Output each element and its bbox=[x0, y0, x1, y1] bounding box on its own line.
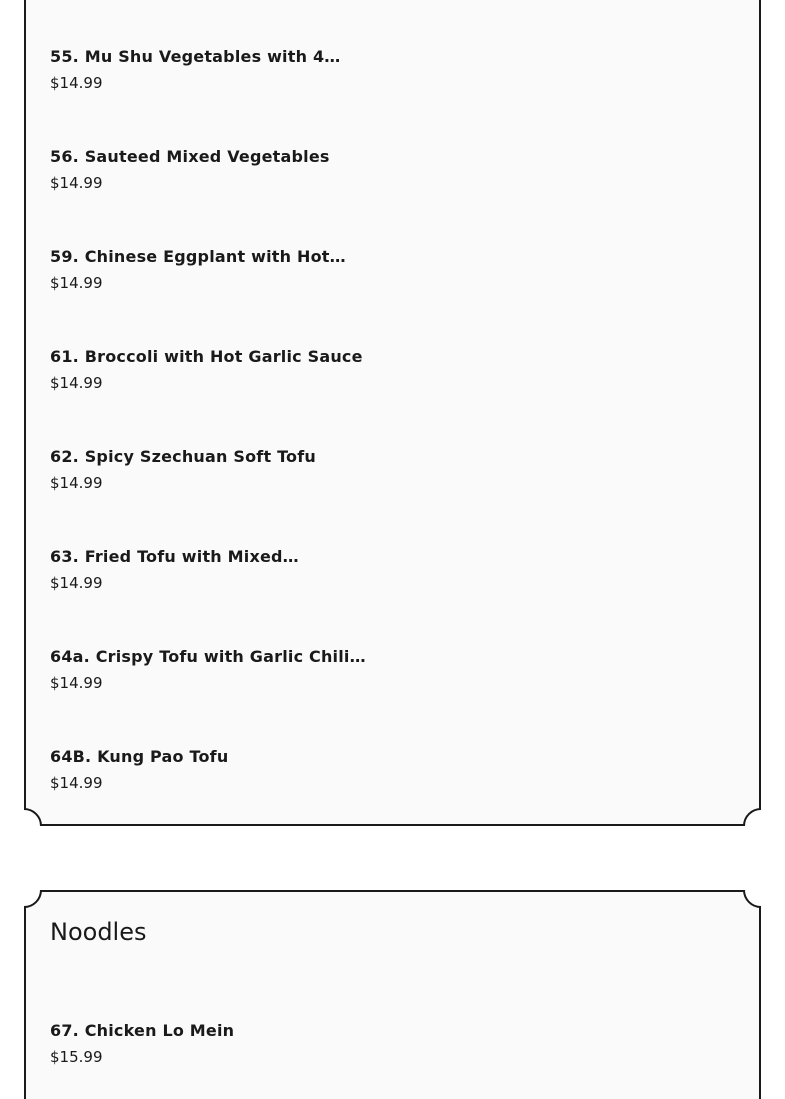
menu-item-name: 63. Fried Tofu with Mixed… bbox=[50, 547, 299, 566]
section-title: Noodles bbox=[50, 918, 147, 946]
menu-item-price: $15.99 bbox=[50, 1048, 103, 1066]
menu-item-price: $14.99 bbox=[50, 374, 103, 392]
menu-item[interactable] bbox=[50, 747, 740, 793]
menu-section-noodles bbox=[24, 890, 761, 1099]
menu-item[interactable] bbox=[50, 1021, 740, 1067]
menu-item-price: $14.99 bbox=[50, 274, 103, 292]
menu-item[interactable] bbox=[50, 147, 740, 193]
menu-item-name: 59. Chinese Eggplant with Hot… bbox=[50, 247, 346, 266]
menu-item[interactable] bbox=[50, 47, 740, 93]
notch-mask bbox=[761, 870, 785, 910]
menu-item[interactable] bbox=[50, 647, 740, 693]
menu-item-price: $14.99 bbox=[50, 474, 103, 492]
menu-item-name: 56. Sauteed Mixed Vegetables bbox=[50, 147, 330, 166]
menu-section-vegetables bbox=[24, 0, 761, 826]
menu-item[interactable] bbox=[50, 247, 740, 293]
menu-item-price: $14.99 bbox=[50, 174, 103, 192]
menu-item-name: 61. Broccoli with Hot Garlic Sauce bbox=[50, 347, 363, 366]
section-gap bbox=[0, 826, 785, 890]
menu-item-name: 62. Spicy Szechuan Soft Tofu bbox=[50, 447, 316, 466]
menu-item-name: 64a. Crispy Tofu with Garlic Chili… bbox=[50, 647, 366, 666]
menu-item-name: 55. Mu Shu Vegetables with 4… bbox=[50, 47, 341, 66]
menu-item[interactable] bbox=[50, 447, 740, 493]
menu-item-price: $14.99 bbox=[50, 674, 103, 692]
menu-item-price: $14.99 bbox=[50, 574, 103, 592]
menu-item-name: 64B. Kung Pao Tofu bbox=[50, 747, 229, 766]
menu-item-price: $14.99 bbox=[50, 74, 103, 92]
menu-item[interactable] bbox=[50, 547, 740, 593]
menu-item-price: $14.99 bbox=[50, 774, 103, 792]
menu-item[interactable] bbox=[50, 347, 740, 393]
menu-item-name: 67. Chicken Lo Mein bbox=[50, 1021, 235, 1040]
notch-mask bbox=[0, 870, 24, 910]
